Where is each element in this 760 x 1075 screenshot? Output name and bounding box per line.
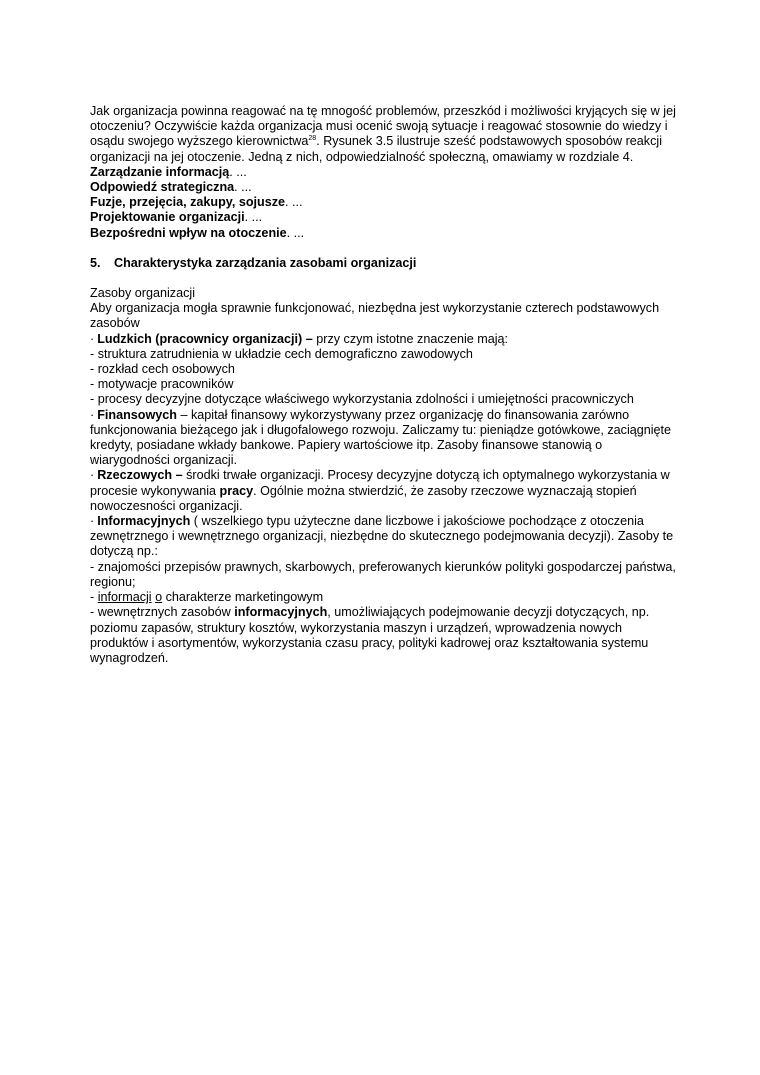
- intro-text-continued: . Rysunek 3.5 ilustruje sześć podstawowych sposobów reakcji organizacji na jej otoczenie. Jedną z nich, odpowiedzialność społeczną, omawiamy w rozdziale 4.: [90, 134, 662, 164]
- intro-text: Jak organizacja powinna reagować na tę mnogość problemów, przeszkód i możliwości kryjących się w jej otoczeniu? Oczywiście każda organizacja musi ocenić swoją sytuacje i reagować stosownie do wiedzy i osądu swojego wyższego kierownictwa: [90, 104, 676, 149]
- section-heading: [90, 256, 680, 271]
- list-dash: -: [90, 590, 98, 605]
- strategy-title: Projektowanie organizacji: [90, 210, 245, 225]
- bullet-mark: ·: [90, 468, 95, 483]
- resources-intro: Aby organizacja mogła sprawnie funkcjonować, niezbędna jest wykorzystanie czterech podstawowych zasobów: [90, 301, 660, 331]
- list-item: - znajomości przepisów prawnych, skarbowych, preferowanych kierunków polityki gospodarczej państwa, regionu;: [90, 559, 676, 589]
- intro-paragraph: [90, 104, 680, 165]
- bullet-mark: ·: [90, 407, 95, 422]
- resource-bold-word: pracy: [219, 483, 254, 498]
- resources-heading: Zasoby organizacji: [90, 286, 195, 301]
- resource-dash: –: [302, 331, 317, 346]
- strategy-title: Odpowiedź strategiczna: [90, 180, 235, 195]
- section-number: 5.: [90, 255, 101, 270]
- list-text-continued: , umożliwiających podejmowanie decyzji dotyczących, np. poziomu zapasów, struktury kosztów, wykorzystania maszyn i urządzeń, wprowadzenia nowych produktów i asortymentów, wykorzystania czasu pracy, polityki kadrowej oraz kształtowania systemu wynagrodzeń.: [90, 605, 650, 665]
- list-item: - rozkład cech osobowych: [90, 362, 235, 377]
- document-page: [90, 104, 680, 666]
- strategy-ellipsis: . ...: [234, 180, 252, 195]
- informacji-link[interactable]: informacji: [97, 590, 152, 605]
- resource-title: Finansowych: [97, 407, 177, 422]
- resource-title: Rzeczowych –: [97, 468, 183, 483]
- strategy-ellipsis: . ...: [244, 210, 263, 225]
- strategy-title: Zarządzanie informacją: [90, 164, 230, 179]
- strategy-item: [90, 180, 680, 195]
- resource-title: Ludzkich (pracownicy organizacji): [97, 331, 303, 346]
- resource-financial: [90, 408, 680, 469]
- resource-material: [90, 468, 680, 514]
- list-text: charakterze marketingowym: [162, 590, 324, 605]
- strategy-title: Bezpośredni wpływ na otoczenie: [90, 225, 287, 240]
- strategy-item: [90, 210, 680, 225]
- resource-text: środki trwałe organizacji. Procesy decyzyjne dotyczą ich optymalnego wykorzystania w procesie wykonywania: [90, 468, 670, 498]
- list-item: [90, 605, 680, 666]
- resource-human: [90, 332, 680, 347]
- strategy-ellipsis: . ...: [286, 225, 305, 240]
- list-item: - procesy decyzyjne dotyczące właściwego wykorzystania zdolności i umiejętności pracowniczych: [90, 392, 634, 407]
- list-text: - wewnętrznych zasobów: [90, 605, 235, 620]
- resource-information: [90, 514, 680, 560]
- strategy-item: [90, 165, 680, 180]
- bullet-mark: ·: [90, 514, 95, 529]
- resource-text-continued: . Ogólnie można stwierdzić, że zasoby rzeczowe wyznaczają stopień nowoczesności organizacji.: [90, 483, 637, 513]
- section-title: Charakterystyka zarządzania zasobami organizacji: [114, 255, 417, 270]
- strategy-item: [90, 226, 680, 241]
- strategy-item: [90, 195, 680, 210]
- resource-text: ( wszelkiego typu użyteczne dane liczbowe i jakościowe pochodzące z otoczenia zewnętrznego i wewnętrznego organizacji, niezbędne do skutecznego podejmowania decyzji). Zasoby te dotyczą np.:: [90, 514, 674, 559]
- list-item: - struktura zatrudnienia w układzie cech demograficzno zawodowych: [90, 346, 473, 361]
- list-item: - motywacje pracowników: [90, 377, 234, 392]
- resource-text: przy czym istotne znaczenie mają:: [316, 331, 509, 346]
- list-bold-word: informacyjnych: [234, 605, 328, 620]
- strategy-ellipsis: . ...: [285, 195, 303, 210]
- footnote-ref[interactable]: 28: [308, 135, 317, 143]
- o-link[interactable]: o: [155, 590, 163, 605]
- bullet-mark: ·: [90, 331, 95, 346]
- strategy-title: Fuzje, przejęcia, zakupy, sojusze: [90, 195, 286, 210]
- spacer: [90, 241, 680, 256]
- list-item: [90, 590, 680, 605]
- resource-text: – kapitał finansowy wykorzystywany przez organizację do finansowania zarówno funkcjonowania bieżącego jak i długofalowego rozwoju. Zaliczamy tu: pieniądze gotówkowe, zaciągnięte kredyty, posiadane wkłady bankowe. Papiery wartościowe itp. Zasoby finansowe stanowią o wiarygodności organizacji.: [90, 407, 672, 468]
- strategy-ellipsis: . ...: [229, 164, 247, 179]
- spacer: [90, 271, 680, 286]
- resource-title: Informacyjnych: [97, 514, 191, 529]
